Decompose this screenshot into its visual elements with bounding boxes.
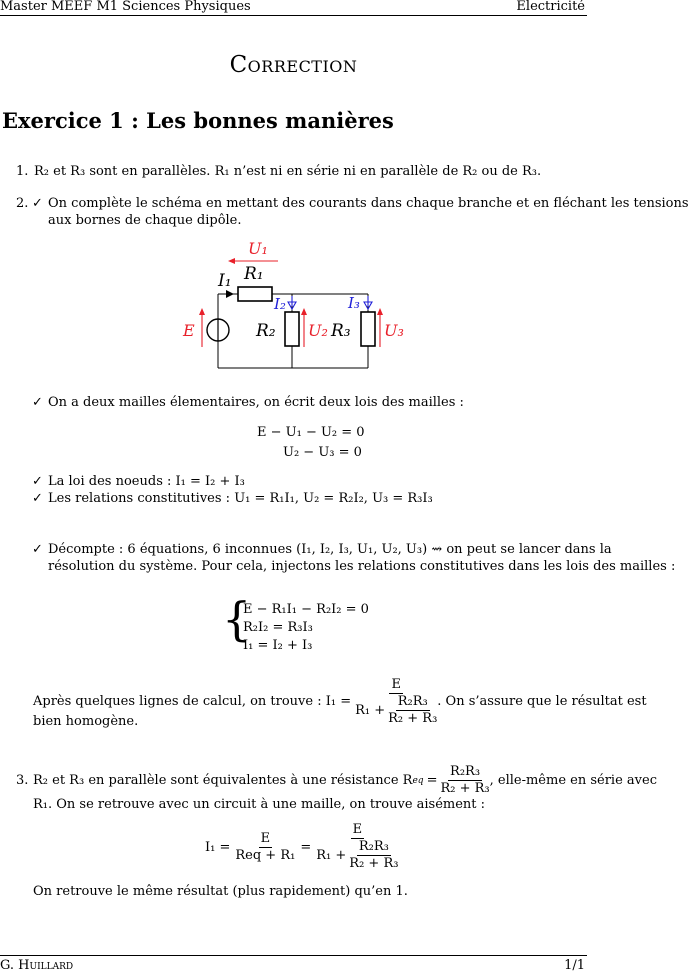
r3-resistor — [361, 312, 375, 346]
footer-rule — [0, 955, 587, 956]
item2-line1: On complète le schéma en mettant des courants dans chaque branche et en fléchant les tensions — [48, 196, 689, 211]
u1-arrow-icon — [228, 258, 235, 264]
node-law: La loi des noeuds : I₁ = I₂ + I₃ — [48, 474, 245, 489]
item2-number: 2. — [16, 196, 29, 211]
label-u2: U₂ — [308, 321, 328, 340]
item3-conclusion: On retrouve le même résultat (plus rapidement) qu’en 1. — [33, 884, 408, 899]
mesh-equation-2: U₂ − U₃ = 0 — [283, 445, 362, 460]
result-fraction — [355, 677, 437, 727]
check-icon: ✓ — [32, 491, 43, 506]
footer-right: 1/1 — [564, 958, 585, 973]
r2-resistor — [285, 312, 299, 346]
mesh-equation-1: E − U₁ − U₂ = 0 — [257, 425, 365, 440]
count-line-1: Décompte : 6 équations, 6 inconnues (I₁, I₂, I₃, U₁, U₂, U₃) ⇝ on peut se lancer dans la — [48, 542, 612, 557]
footer-left: G. Huillard — [0, 958, 74, 973]
e-arrow-icon — [199, 308, 205, 315]
label-r2: R₂ — [256, 321, 276, 341]
label-r1: R₁ — [244, 264, 264, 284]
result-line-2: bien homogène. — [33, 714, 139, 729]
page-title: Correction — [229, 52, 358, 78]
item3-number: 3. — [16, 773, 29, 788]
meshes-text: On a deux mailles élementaires, on écrit deux lois des mailles : — [48, 395, 464, 410]
system-equation-2: R₂I₂ = R₃I₃ — [243, 620, 313, 635]
r1-resistor — [238, 287, 272, 301]
exercise-title: Exercice 1 : Les bonnes manières — [2, 108, 394, 133]
label-i2: I₂ — [274, 295, 286, 313]
result-inner-numerator: R₂R₃ — [397, 694, 428, 709]
count-line-2: résolution du système. Pour cela, injectons les relations constitutives dans les lois des mailles : — [48, 559, 676, 574]
system-brace: { — [222, 592, 252, 646]
label-i1: I₁ — [218, 271, 232, 291]
result-suffix: . On s’assure que le résultat est — [437, 694, 647, 709]
result-denominator-prefix: R₁ + — [355, 702, 386, 718]
check-icon: ✓ — [32, 196, 43, 211]
check-icon: ✓ — [32, 395, 43, 410]
item3-equation: I₁ = $\frac{E}{\text{Req + R₁}}$ = E R₁ + $\frac{\text{R₂R₃}}{\text{R₂ + R₃}}$ — [205, 822, 399, 871]
circuit-diagram — [170, 232, 420, 374]
label-i3: I₃ — [348, 294, 360, 312]
item3-line-2: R₁. On se retrouve avec un circuit à une maille, on trouve aisément : — [33, 797, 486, 812]
label-r3: R₃ — [331, 321, 351, 341]
u2-arrow-icon — [301, 308, 307, 315]
result-inner-denominator: R₂ + R₃ — [388, 711, 438, 726]
item3-line-1: R₂ et R₃ en parallèle sont équivalentes à une résistance R eq = $\frac{\text{R₂R₃}}{\text{R₂ + R₃}}$ , elle-même en série avec — [33, 764, 657, 796]
u3-arrow-icon — [377, 308, 383, 315]
check-icon: ✓ — [32, 542, 43, 557]
system-equation-3: I₁ = I₂ + I₃ — [243, 638, 313, 653]
constitutive-relations: Les relations constitutives : U₁ = R₁I₁, U₂ = R₂I₂, U₃ = R₃I₃ — [48, 491, 433, 506]
item2-line2: aux bornes de chaque dipôle. — [48, 213, 242, 228]
label-u1: U₁ — [248, 239, 268, 258]
item1-number: 1. — [16, 164, 29, 179]
system-equation-1: E − R₁I₁ − R₂I₂ = 0 — [243, 602, 369, 617]
i1-arrow-icon — [226, 290, 234, 298]
check-icon: ✓ — [32, 474, 43, 489]
result-numerator: E — [391, 677, 401, 692]
label-u3: U₃ — [384, 321, 404, 340]
label-e: E — [183, 321, 195, 340]
header-rule — [0, 15, 587, 16]
header-right: Electricité — [516, 0, 585, 14]
item1-text: R₂ et R₃ sont en parallèles. R₁ n’est ni en série ni en parallèle de R₂ ou de R₃. — [34, 164, 542, 179]
result-prefix: Après quelques lignes de calcul, on trouve : I₁ = — [33, 694, 352, 709]
header-left: Master MEEF M1 Sciences Physiques — [0, 0, 251, 14]
req-fraction: $\frac{\text{R₂R₃}}{\text{R₂ + R₃}}$ — [440, 764, 490, 796]
